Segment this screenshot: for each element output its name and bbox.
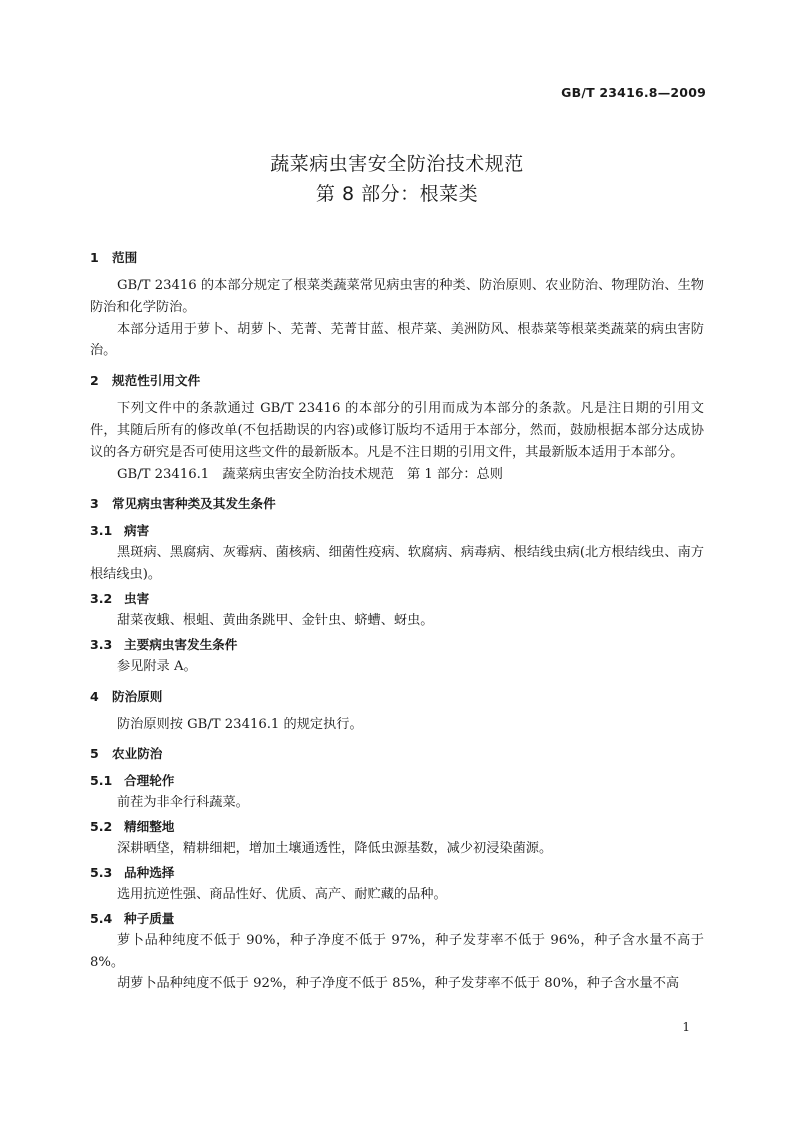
subsection-heading-5-3 xyxy=(90,863,704,883)
subsection-heading-5-2 xyxy=(90,817,704,837)
normative-reference: GB/T 23416.1 蔬菜病虫害安全防治技术规范 第 1 部分：总则 xyxy=(117,466,503,482)
section-title: 农业防治 xyxy=(112,746,163,762)
subsection-number: 3.1 xyxy=(90,523,113,539)
section-heading-2 xyxy=(90,371,704,391)
subsection-number: 5.2 xyxy=(90,819,113,835)
subsection-title: 品种选择 xyxy=(124,864,175,880)
section-heading-4 xyxy=(90,687,704,707)
section-heading-5 xyxy=(90,744,704,764)
subsection-title: 合理轮作 xyxy=(124,773,175,789)
page-number: 1 xyxy=(682,1020,690,1034)
document-title: 蔬菜病虫害安全防治技术规范 xyxy=(270,153,524,175)
subsection-title: 精细整地 xyxy=(124,819,175,835)
paragraph: 萝卜品种纯度不低于 90%，种子净度不低于 97%，种子发芽率不低于 96%，种子含水量不高于 8%。 xyxy=(90,932,704,970)
paragraph: 下列文件中的条款通过 GB/T 23416 的本部分的引用而成为本部分的条款。凡是注日期的引用文件，其随后所有的修改单(不包括勘误的内容)或修订版均不适用于本部分，然而，鼓励根据本部分达成协议的各方研究是否可使用这些文件的最新版本。凡是不注日期的引用文件，其最新版本适用于本部分。 xyxy=(90,401,704,460)
section-title: 常见病虫害种类及其发生条件 xyxy=(112,496,276,512)
subsection-title: 种子质量 xyxy=(124,910,175,926)
subsection-heading-5-1 xyxy=(90,771,704,791)
paragraph: 前茬为非伞行科蔬菜。 xyxy=(117,795,249,811)
subsection-number: 5.1 xyxy=(90,773,113,789)
paragraph: GB/T 23416 的本部分规定了根菜类蔬菜常见病虫害的种类、防治原则、农业防治、物理防治、生物防治和化学防治。 xyxy=(90,278,704,315)
section-heading-3 xyxy=(90,494,704,514)
paragraph: 深耕晒垡，精耕细耙，增加土壤通透性，降低虫源基数，减少初浸染菌源。 xyxy=(117,841,553,857)
section-heading-1 xyxy=(90,248,704,268)
subsection-title: 虫害 xyxy=(124,590,150,606)
section-number: 3 xyxy=(90,496,99,512)
section-title: 防治原则 xyxy=(112,688,163,704)
subsection-number: 3.3 xyxy=(90,636,113,652)
section-title: 范围 xyxy=(112,250,138,265)
paragraph: 防治原则按 GB/T 23416.1 的规定执行。 xyxy=(117,716,363,732)
paragraph: 甜菜夜蛾、根蛆、黄曲条跳甲、金针虫、蛴螬、蚜虫。 xyxy=(117,612,434,628)
subsection-title: 病害 xyxy=(124,523,150,539)
subsection-heading-3-2 xyxy=(90,589,704,609)
subsection-heading-3-3 xyxy=(90,635,704,655)
section-number: 5 xyxy=(90,746,99,762)
section-number: 2 xyxy=(90,373,99,389)
paragraph: 本部分适用于萝卜、胡萝卜、芜菁、芜菁甘蓝、根芹菜、美洲防风、根恭菜等根菜类蔬菜的病虫害防治。 xyxy=(90,321,704,359)
standard-code: GB/T 23416.8—2009 xyxy=(561,85,706,100)
subsection-heading-5-4 xyxy=(90,909,704,929)
document-subtitle: 第 8 部分：根菜类 xyxy=(315,183,479,205)
subsection-number: 5.4 xyxy=(90,910,113,926)
paragraph: 选用抗逆性强、商品性好、优质、高产、耐贮藏的品种。 xyxy=(117,886,447,902)
subsection-number: 5.3 xyxy=(90,864,113,880)
subsection-number: 3.2 xyxy=(90,590,113,606)
section-number: 1 xyxy=(90,250,99,265)
paragraph: 胡萝卜品种纯度不低于 92%，种子净度不低于 85%，种子发芽率不低于 80%，种子含水量不高 xyxy=(117,976,680,992)
paragraph: 黑斑病、黑腐病、灰霉病、菌核病、细菌性疫病、软腐病、病毒病、根结线虫病(北方根结线虫、南方根结线虫)。 xyxy=(90,545,704,583)
document-body xyxy=(90,248,704,995)
paragraph: 参见附录 A。 xyxy=(117,658,197,674)
subsection-title: 主要病虫害发生条件 xyxy=(124,636,238,652)
section-title: 规范性引用文件 xyxy=(112,373,201,389)
subsection-heading-3-1 xyxy=(90,521,704,541)
section-number: 4 xyxy=(90,688,99,704)
